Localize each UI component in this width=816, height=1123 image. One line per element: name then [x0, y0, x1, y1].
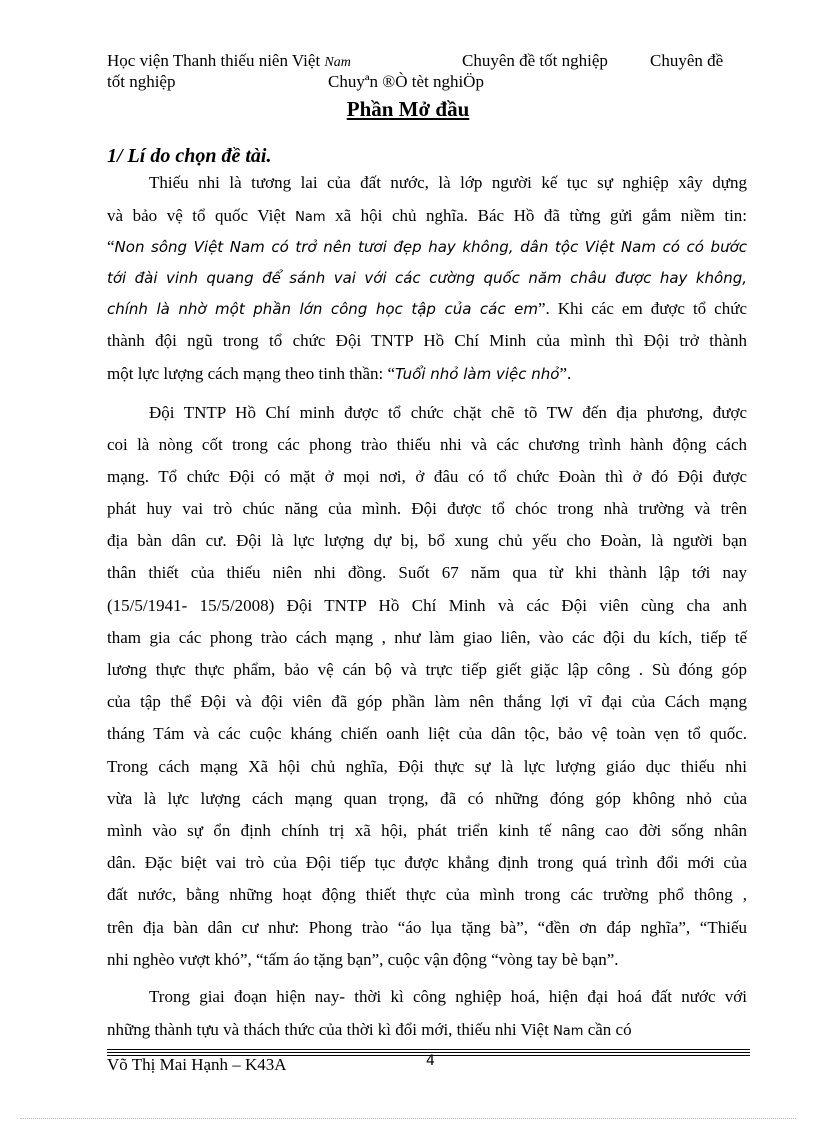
header-nam: Nam	[324, 55, 351, 70]
p1-line-5-italic: chính là nhờ một phần lớn công học tập của các em	[107, 300, 538, 318]
header-left	[107, 51, 351, 73]
p2-line: mình vào sự ổn định chính trị xã hội, phát triển kinh tế nâng cao đời sống nhân	[107, 821, 747, 840]
p1-line-2-nam: Nam	[295, 210, 326, 225]
p2-line: đất nước, bằng những hoạt động thiết thực của mình trong các trường phổ thông ,	[107, 885, 747, 904]
p1-line-2a: và bảo vệ tổ quốc Việt	[107, 206, 286, 225]
p1-line-1: Thiếu nhi là tương lai của đất nước, là lớp người kế tục sự nghiệp xây dựng	[149, 173, 747, 192]
p1-line-3-quote: “	[107, 237, 115, 256]
p2-line: dân. Đặc biệt vai trò của Đội tiếp tục được khẳng định trong quá trình đổi mới của	[107, 853, 747, 872]
p1-line-7-italic: Tuổi nhỏ làm việc nhỏ	[395, 365, 560, 383]
p2-line: tháng Tám và các cuộc kháng chiến oanh liệt của dân tộc, bảo vệ toàn vẹn tổ quốc.	[107, 724, 747, 743]
p1-line-3-text: Non sông Việt Nam có trở nên tươi đẹp hay không, dân tộc Việt Nam có có bước	[114, 238, 747, 256]
p1-line-2c: xã hội chủ nghĩa. Bác Hồ đã từng gửi gắm niềm tin:	[335, 206, 748, 225]
p2-line: tham gia các phong trào cách mạng , như làm giao liên, vào các đội du kích, tiếp tế	[107, 628, 747, 647]
page-number: 4	[426, 1053, 435, 1069]
p2-line: phát huy vai trò chúc năng của mình. Đội được tổ chóc trong nhà trường và trên	[107, 499, 747, 518]
p1-line-7	[107, 363, 747, 385]
p1-line-7a: một lực lượng cách mạng theo tinh thần: “	[107, 364, 396, 383]
header-center: Chuyên đề tốt nghiệp	[462, 51, 608, 70]
header-line2-left: tốt nghiệp	[107, 72, 176, 91]
p3-line-2-nam: Nam	[553, 1024, 584, 1039]
p1-line-7c: ”.	[559, 364, 572, 383]
p2-line: thân thiết của thiếu niên nhi đồng. Suốt 67 năm qua từ khi thành lập tới nay	[107, 563, 747, 582]
p3-line-2c: cần có	[587, 1020, 632, 1039]
p1-line-6: thành đội ngũ trong tổ chức Đội TNTP Hồ Chí Minh của mình thì Đội trở thành	[107, 331, 747, 350]
p2-line: Đội TNTP Hồ Chí minh được tổ chức chặt chẽ tõ TW đến địa phương, được	[149, 403, 747, 422]
p2-line: nhi nghèo vượt khó”, “tấm áo tặng bạn”, cuộc vận động “vòng tay bè bạn”.	[107, 950, 619, 969]
footer-rule-top	[107, 1049, 750, 1050]
footer-author: Võ Thị Mai Hạnh – K43A	[107, 1055, 287, 1074]
p2-line: của tập thể Đội và đội viên đã góp phần làm nên thắng lợi vĩ đại của Cách mạng	[107, 692, 747, 711]
p1-line-5-rest: ”. Khi các em được tổ chức	[537, 299, 747, 318]
p2-line: Trong cách mạng Xã hội chủ nghĩa, Đội thực sự là lực lượng giáo dục thiếu nhi	[107, 757, 747, 776]
p2-line: coi là nòng cốt trong các phong trào thiếu nhi và các chương trình hành động cách	[107, 435, 747, 454]
p1-line-3	[107, 236, 747, 258]
p1-line-2	[107, 205, 747, 229]
section-heading: 1/ Lí do chọn đề tài.	[107, 145, 272, 167]
p3-line-1: Trong giai đoạn hiện nay- thời kì công nghiệp hoá, hiện đại hoá đất nước với	[149, 987, 747, 1006]
page-title: Phần Mở đầu	[346, 97, 470, 121]
p1-line-4: tới đài vinh quang để sánh vai với các cường quốc năm châu được hay không,	[107, 269, 747, 287]
p3-line-2a: những thành tựu và thách thức của thời kì đổi mới, thiếu nhi Việt	[107, 1020, 549, 1039]
p1-line-5	[107, 298, 747, 320]
p2-line: lương thực thực phẩm, bảo vệ cán bộ và trực tiếp giết giặc lập công . Sù đóng góp	[107, 660, 747, 679]
p2-line: (15/5/1941- 15/5/2008) Đội TNTP Hồ Chí Minh và các Đội viên cùng cha anh	[107, 596, 747, 615]
header-institution: Học viện Thanh thiếu niên Việt	[107, 51, 321, 70]
p2-line: mạng. Tổ chức Đội có mặt ở mọi nơi, ở đâu có tổ chức Đoàn thì ở đó Đội được	[107, 467, 747, 486]
page-edge-divider	[20, 1118, 796, 1119]
p2-line: trên địa bàn dân cư như: Phong trào “áo lụa tặng bà”, “đền ơn đáp nghĩa”, “Thiếu	[107, 918, 747, 937]
p2-line: địa bàn dân cư. Đội là lực lượng dự bị, bổ xung chủ yếu cho Đoàn, là người bạn	[107, 531, 747, 550]
p3-line-2	[107, 1019, 747, 1043]
header-line2-center: Chuyªn ®Ò tèt nghiÖp	[328, 72, 484, 91]
header-right: Chuyên đề	[650, 51, 724, 70]
p2-line: vừa là lực lượng cách mạng quan trọng, đã có những đóng góp không nhỏ của	[107, 789, 747, 808]
